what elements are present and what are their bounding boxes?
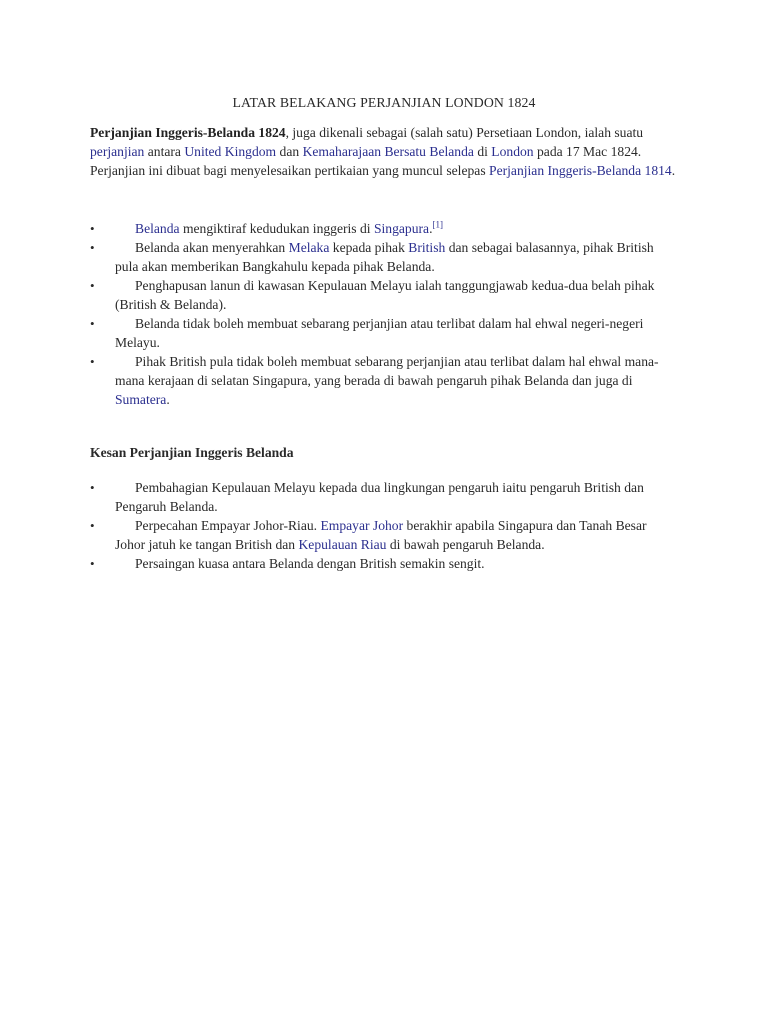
bullet-icon: • bbox=[90, 221, 95, 236]
link-belanda[interactable]: Belanda bbox=[135, 221, 180, 236]
list-item: • Belanda akan menyerahkan Melaka kepada pihak British dan sebagai balasannya, pihak British pula akan memberikan Bangkahulu kepada pihak Belanda. bbox=[90, 240, 654, 274]
bullet-icon: • bbox=[90, 518, 95, 533]
bullet-icon: • bbox=[90, 480, 95, 495]
list-item: • Pihak British pula tidak boleh membuat sebarang perjanjian atau terlibat dalam hal ehwal mana-mana kerajaan di selatan Singapura, yang berada di bawah pengaruh pihak Belanda dan juga di Sumatera. bbox=[90, 354, 659, 407]
link-perjanjian-1814[interactable]: Perjanjian Inggeris-Belanda 1814 bbox=[489, 163, 672, 178]
bullet-icon: • bbox=[90, 240, 95, 255]
list-item: • Persaingan kuasa antara Belanda dengan British semakin sengit. bbox=[90, 556, 485, 571]
link-british[interactable]: British bbox=[408, 240, 446, 255]
link-sumatera[interactable]: Sumatera bbox=[115, 392, 167, 407]
link-singapura[interactable]: Singapura bbox=[373, 221, 430, 236]
link-melaka[interactable]: Melaka bbox=[288, 240, 330, 255]
section-heading: Kesan Perjanjian Inggeris Belanda bbox=[90, 445, 294, 460]
intro-paragraph: Perjanjian Inggeris-Belanda 1824, juga dikenali sebagai (salah satu) Persetiaan London, ialah suatu perjanjian antara United Kingdom dan Kemaharajaan Bersatu Belanda di London pada 17 Mac 1824. Perjanjian ini dibuat bagi menyelesaikan pertikaian yang muncul selepas Perjanjian Inggeris-Belanda 1814. bbox=[90, 125, 676, 178]
page-title: LATAR BELAKANG PERJANJIAN LONDON 1824 bbox=[232, 95, 536, 110]
effects-list bbox=[90, 478, 680, 573]
bullet-icon: • bbox=[90, 556, 95, 571]
list-item: • Belanda mengiktiraf kedudukan inggeris di Singapura.[1] bbox=[90, 219, 443, 236]
intro-bold-term: Perjanjian Inggeris-Belanda 1824 bbox=[90, 125, 286, 140]
list-item: • Perpecahan Empayar Johor-Riau. Empayar Johor berakhir apabila Singapura dan Tanah Besar Johor jatuh ke tangan British dan Kepulauan Riau di bawah pengaruh Belanda. bbox=[90, 518, 647, 552]
citation-link[interactable]: [1] bbox=[432, 219, 443, 230]
link-united-kingdom[interactable]: United Kingdom bbox=[184, 144, 277, 159]
terms-list bbox=[90, 219, 680, 409]
list-item: • Pembahagian Kepulauan Melayu kepada dua lingkungan pengaruh iaitu pengaruh British dan Pengaruh Belanda. bbox=[90, 480, 644, 514]
bullet-icon: • bbox=[90, 316, 95, 331]
bullet-icon: • bbox=[90, 278, 95, 293]
link-empayar-johor[interactable]: Empayar Johor bbox=[320, 518, 404, 533]
link-kepulauan-riau[interactable]: Kepulauan Riau bbox=[298, 537, 387, 552]
list-item: • Belanda tidak boleh membuat sebarang perjanjian atau terlibat dalam hal ehwal negeri-negeri Melayu. bbox=[90, 316, 644, 350]
bullet-icon: • bbox=[90, 354, 95, 369]
link-perjanjian[interactable]: perjanjian bbox=[90, 144, 145, 159]
link-london[interactable]: London bbox=[491, 144, 534, 159]
link-kemaharajaan-belanda[interactable]: Kemaharajaan Bersatu Belanda bbox=[302, 144, 474, 159]
list-item: • Penghapusan lanun di kawasan Kepulauan Melayu ialah tanggungjawab kedua-dua belah pihak (British & Belanda). bbox=[90, 278, 655, 312]
